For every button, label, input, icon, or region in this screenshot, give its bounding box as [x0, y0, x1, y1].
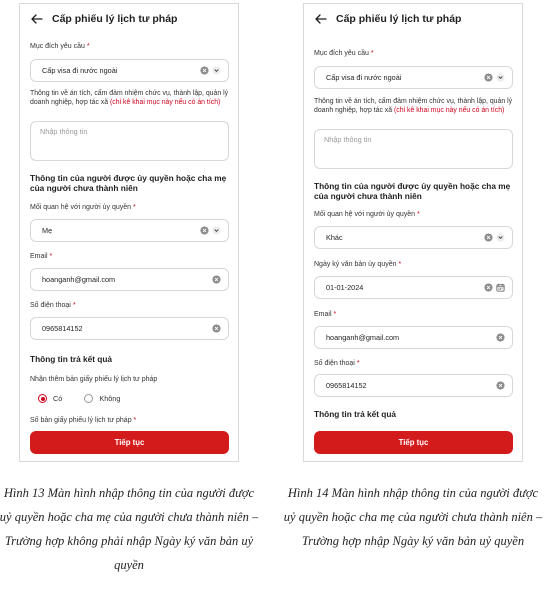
app-header [304, 4, 522, 34]
phone-screen-2 [303, 3, 523, 462]
relationship-label: Mối quan hệ với người ủy quyền * [314, 211, 420, 218]
phone-field[interactable] [30, 317, 229, 340]
result-section-title: Thông tin trả kết quả [30, 354, 113, 364]
calendar-icon[interactable] [496, 283, 505, 292]
chevron-down-icon[interactable] [496, 73, 505, 82]
app-header [20, 4, 238, 34]
purpose-label: Mục đích yêu cầu * [30, 43, 90, 50]
purpose-select[interactable] [30, 59, 229, 82]
auth-date-value: 01-01-2024 [326, 283, 364, 292]
back-arrow-icon[interactable] [30, 12, 44, 26]
clear-icon[interactable] [484, 73, 493, 82]
figure-caption-14: Hình 14 Màn hình nhập thông tin của người được uỷ quyền hoặc cha mẹ của người chưa thành niên – Trường hợp nhập Ngày ký văn bản uỷ quyền [283, 486, 543, 548]
continue-button[interactable]: Tiếp tục [314, 431, 513, 454]
criminal-info-label: Thông tin về án tích, cấm đảm nhiệm chức vụ, thành lập, quản lý doanh nghiệp, hợp tác xã (chỉ kê khai mục này nếu có án tích) [30, 90, 229, 106]
email-label: Email * [314, 311, 337, 318]
phone-field[interactable] [314, 374, 513, 397]
auth-date-field[interactable] [314, 276, 513, 299]
extra-copy-label: Nhận thêm bản giấy phiếu lý lịch tư pháp [30, 376, 158, 383]
chevron-down-icon[interactable] [496, 233, 505, 242]
criminal-info-label: Thông tin về án tích, cấm đảm nhiệm chức vụ, thành lập, quản lý doanh nghiệp, hợp tác xã (chỉ kê khai mục này nếu có án tích) [314, 98, 513, 114]
phone-value: 0965814152 [326, 381, 367, 390]
authorized-section-title: Thông tin của người được ủy quyền hoặc cha mẹ của người chưa thành niên [314, 181, 511, 201]
clear-icon[interactable] [200, 66, 209, 75]
clear-icon[interactable] [212, 275, 221, 284]
relationship-value: Mẹ [42, 226, 53, 235]
figure-caption-13: Hình 13 Màn hình nhập thông tin của người được uỷ quyền hoặc cha mẹ của người chưa thành niên – Trường hợp không phải nhập Ngày ký văn bản uỷ quyền [0, 486, 259, 572]
phone-label: Số điện thoại * [30, 302, 76, 309]
phone-label: Số điện thoại * [314, 360, 360, 367]
email-field[interactable] [30, 268, 229, 291]
clear-icon[interactable] [496, 381, 505, 390]
copies-label: Số bản giấy phiếu lý lịch tư pháp * [30, 417, 137, 424]
auth-date-label: Ngày ký văn bản ủy quyền * [314, 261, 402, 268]
clear-icon[interactable] [484, 283, 493, 292]
page-title: Cấp phiếu lý lịch tư pháp [52, 13, 178, 25]
clear-icon[interactable] [200, 226, 209, 235]
radio-no-indicator[interactable] [84, 394, 93, 403]
criminal-info-input[interactable]: Nhập thông tin [30, 121, 229, 161]
clear-icon[interactable] [484, 233, 493, 242]
email-field[interactable] [314, 326, 513, 349]
criminal-info-input[interactable]: Nhập thông tin [314, 129, 513, 169]
clear-icon[interactable] [496, 333, 505, 342]
email-value: hoanganh@gmail.com [326, 333, 400, 342]
phone-value: 0965814152 [42, 324, 83, 333]
relationship-select[interactable] [30, 219, 229, 242]
clear-icon[interactable] [212, 324, 221, 333]
chevron-down-icon[interactable] [212, 226, 221, 235]
chevron-down-icon[interactable] [212, 66, 221, 75]
email-value: hoanganh@gmail.com [42, 275, 116, 284]
radio-no[interactable]: Không [84, 394, 120, 403]
phone-screen-1 [19, 3, 239, 462]
email-label: Email * [30, 253, 53, 260]
result-section-title: Thông tin trả kết quả [314, 409, 397, 419]
relationship-select[interactable] [314, 226, 513, 249]
authorized-section-title: Thông tin của người được ủy quyền hoặc cha mẹ của người chưa thành niên [30, 173, 227, 193]
purpose-value: Cấp visa đi nước ngoài [326, 73, 402, 82]
back-arrow-icon[interactable] [314, 12, 328, 26]
purpose-value: Cấp visa đi nước ngoài [42, 66, 118, 75]
purpose-label: Mục đích yêu cầu * [314, 50, 374, 57]
relationship-value: Khác [326, 233, 343, 242]
continue-button[interactable]: Tiếp tục [30, 431, 229, 454]
extra-copy-radio-group [38, 394, 120, 403]
radio-yes[interactable]: Có [38, 394, 62, 403]
relationship-label: Mối quan hệ với người ủy quyền * [30, 204, 136, 211]
purpose-select[interactable] [314, 66, 513, 89]
page-title: Cấp phiếu lý lịch tư pháp [336, 13, 462, 25]
radio-yes-indicator[interactable] [38, 394, 47, 403]
